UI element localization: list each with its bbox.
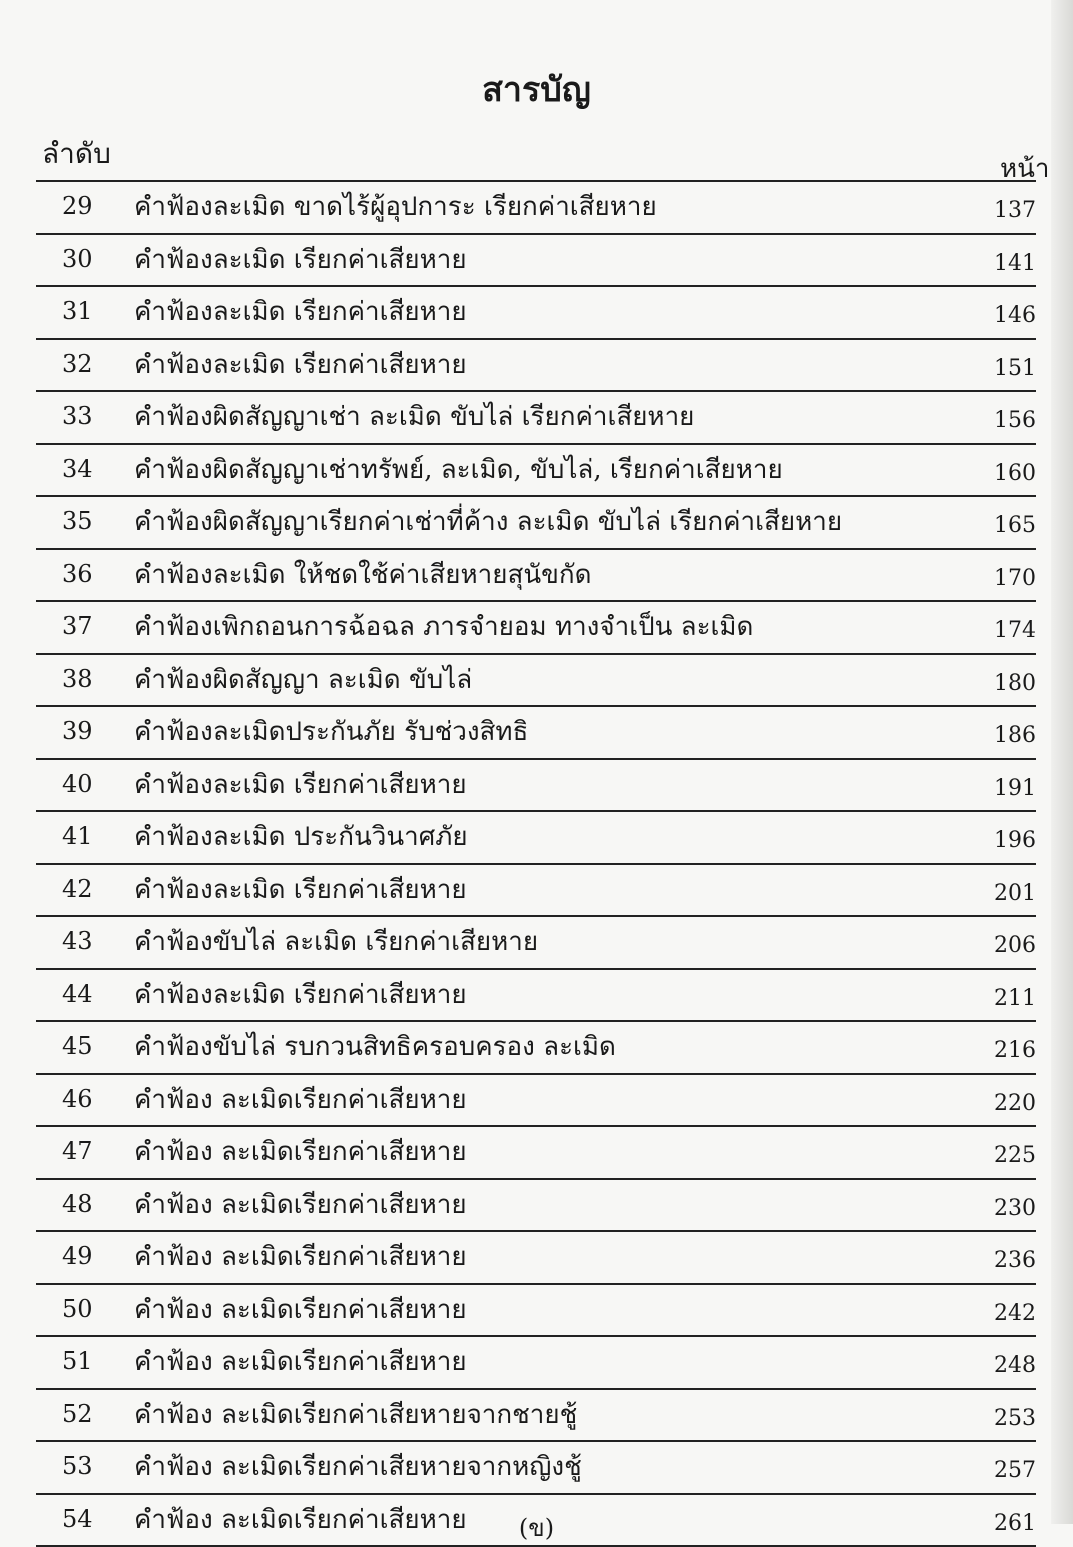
- entry-page: 180: [994, 671, 1036, 696]
- entry-number: 32: [62, 350, 112, 378]
- toc-entry: [36, 1073, 1036, 1126]
- entry-title: คำฟ้องละเมิด เรียกค่าเสียหาย: [134, 239, 467, 280]
- entry-number: 49: [62, 1242, 112, 1270]
- toc-entry: [36, 705, 1036, 758]
- toc-entry: [36, 1283, 1036, 1336]
- entry-number: 41: [62, 822, 112, 850]
- toc-entry: [36, 495, 1036, 548]
- entry-title: คำฟ้อง ละเมิดเรียกค่าเสียหาย: [134, 1341, 467, 1382]
- entry-title: คำฟ้องละเมิด ขาดไร้ผู้อุปการะ เรียกค่าเสียหาย: [134, 186, 657, 227]
- entry-title: คำฟ้องผิดสัญญาเช่า ละเมิด ขับไล่ เรียกค่าเสียหาย: [134, 396, 694, 437]
- entry-number: 31: [62, 297, 112, 325]
- entry-number: 30: [62, 245, 112, 273]
- entry-page: 174: [994, 618, 1036, 643]
- toc-entry: [36, 968, 1036, 1021]
- entry-number: 52: [62, 1400, 112, 1428]
- entry-title: คำฟ้อง ละเมิดเรียกค่าเสียหาย: [134, 1184, 467, 1225]
- entry-title: คำฟ้องละเมิด ประกันวินาศภัย: [134, 816, 468, 857]
- entry-title: คำฟ้อง ละเมิดเรียกค่าเสียหาย: [134, 1131, 467, 1172]
- entry-title: คำฟ้องขับไล่ ละเมิด เรียกค่าเสียหาย: [134, 921, 538, 962]
- toc-list: [36, 180, 1036, 1547]
- page-column-header: หน้า: [1000, 148, 1050, 189]
- entry-page: 137: [994, 198, 1036, 223]
- entry-number: 38: [62, 665, 112, 693]
- entry-number: 53: [62, 1452, 112, 1480]
- entry-page: 170: [994, 566, 1036, 591]
- entry-page: 225: [994, 1143, 1036, 1168]
- toc-entry: [36, 758, 1036, 811]
- toc-entry: [36, 548, 1036, 601]
- entry-number: 29: [62, 192, 112, 220]
- entry-title: คำฟ้องละเมิด เรียกค่าเสียหาย: [134, 869, 467, 910]
- entry-title: คำฟ้องผิดสัญญาเช่าทรัพย์, ละเมิด, ขับไล่, เรียกค่าเสียหาย: [134, 449, 783, 490]
- entry-number: 34: [62, 455, 112, 483]
- entry-title: คำฟ้อง ละเมิดเรียกค่าเสียหาย: [134, 1236, 467, 1277]
- entry-page: 151: [994, 356, 1036, 381]
- entry-page: 211: [994, 986, 1036, 1011]
- toc-entry: [36, 915, 1036, 968]
- entry-page: 242: [994, 1301, 1036, 1326]
- entry-title: คำฟ้องละเมิด ให้ชดใช้ค่าเสียหายสุนัขกัด: [134, 554, 592, 595]
- entry-title: คำฟ้องผิดสัญญา ละเมิด ขับไล่: [134, 659, 472, 700]
- entry-page: 165: [994, 513, 1036, 538]
- entry-title: คำฟ้องขับไล่ รบกวนสิทธิครอบครอง ละเมิด: [134, 1026, 616, 1067]
- entry-page: 248: [994, 1353, 1036, 1378]
- toc-entry: [36, 810, 1036, 863]
- page-edge: [1051, 0, 1073, 1524]
- entry-number: 35: [62, 507, 112, 535]
- entry-number: 39: [62, 717, 112, 745]
- entry-page: 216: [994, 1038, 1036, 1063]
- toc-entry: [36, 285, 1036, 338]
- entry-number: 45: [62, 1032, 112, 1060]
- entry-page: 156: [994, 408, 1036, 433]
- toc-entry: [36, 233, 1036, 286]
- entry-page: 196: [994, 828, 1036, 853]
- entry-number: 51: [62, 1347, 112, 1375]
- entry-number: 54: [62, 1505, 112, 1533]
- entry-page: 186: [994, 723, 1036, 748]
- toc-entry: [36, 1440, 1036, 1493]
- entry-page: 141: [994, 251, 1036, 276]
- toc-entry: [36, 1020, 1036, 1073]
- page-number-footer: (ข): [0, 1508, 1073, 1547]
- toc-entry: [36, 1125, 1036, 1178]
- toc-entry: [36, 600, 1036, 653]
- order-column-header: ลำดับ: [42, 132, 111, 176]
- entry-title: คำฟ้องละเมิด เรียกค่าเสียหาย: [134, 291, 467, 332]
- entry-number: 48: [62, 1190, 112, 1218]
- entry-page: 261: [994, 1511, 1036, 1536]
- entry-title: คำฟ้องละเมิด เรียกค่าเสียหาย: [134, 764, 467, 805]
- toc-entry: [36, 653, 1036, 706]
- entry-page: 230: [994, 1196, 1036, 1221]
- entry-number: 46: [62, 1085, 112, 1113]
- entry-number: 44: [62, 980, 112, 1008]
- entry-title: คำฟ้อง ละเมิดเรียกค่าเสียหายจากหญิงชู้: [134, 1446, 582, 1487]
- entry-page: 253: [994, 1406, 1036, 1431]
- toc-entry: [36, 338, 1036, 391]
- toc-entry: [36, 1178, 1036, 1231]
- toc-entry: [36, 390, 1036, 443]
- toc-entry: [36, 863, 1036, 916]
- entry-number: 47: [62, 1137, 112, 1165]
- page-title: สารบัญ: [0, 62, 1073, 116]
- entry-number: 36: [62, 560, 112, 588]
- toc-entry: [36, 1230, 1036, 1283]
- entry-page: 201: [994, 881, 1036, 906]
- entry-page: 191: [994, 776, 1036, 801]
- entry-title: คำฟ้องผิดสัญญาเรียกค่าเช่าที่ค้าง ละเมิด ขับไล่ เรียกค่าเสียหาย: [134, 501, 842, 542]
- toc-entry: [36, 180, 1036, 233]
- entry-number: 40: [62, 770, 112, 798]
- entry-page: 146: [994, 303, 1036, 328]
- entry-title: คำฟ้องละเมิดประกันภัย รับช่วงสิทธิ: [134, 711, 528, 752]
- toc-entry: [36, 1388, 1036, 1441]
- entry-number: 43: [62, 927, 112, 955]
- entry-number: 37: [62, 612, 112, 640]
- entry-page: 257: [994, 1458, 1036, 1483]
- entry-title: คำฟ้องละเมิด เรียกค่าเสียหาย: [134, 344, 467, 385]
- entry-page: 236: [994, 1248, 1036, 1273]
- entry-number: 33: [62, 402, 112, 430]
- entry-title: คำฟ้อง ละเมิดเรียกค่าเสียหาย: [134, 1289, 467, 1330]
- entry-title: คำฟ้อง ละเมิดเรียกค่าเสียหาย: [134, 1079, 467, 1120]
- entry-title: คำฟ้อง ละเมิดเรียกค่าเสียหาย: [134, 1499, 467, 1540]
- entry-number: 50: [62, 1295, 112, 1323]
- entry-title: คำฟ้องละเมิด เรียกค่าเสียหาย: [134, 974, 467, 1015]
- entry-page: 206: [994, 933, 1036, 958]
- entry-title: คำฟ้องเพิกถอนการฉ้อฉล ภารจำยอม ทางจำเป็น ละเมิด: [134, 606, 753, 647]
- toc-entry: [36, 1335, 1036, 1388]
- entry-page: 220: [994, 1091, 1036, 1116]
- toc-entry: [36, 443, 1036, 496]
- entry-title: คำฟ้อง ละเมิดเรียกค่าเสียหายจากชายชู้: [134, 1394, 577, 1435]
- entry-page: 160: [994, 461, 1036, 486]
- entry-number: 42: [62, 875, 112, 903]
